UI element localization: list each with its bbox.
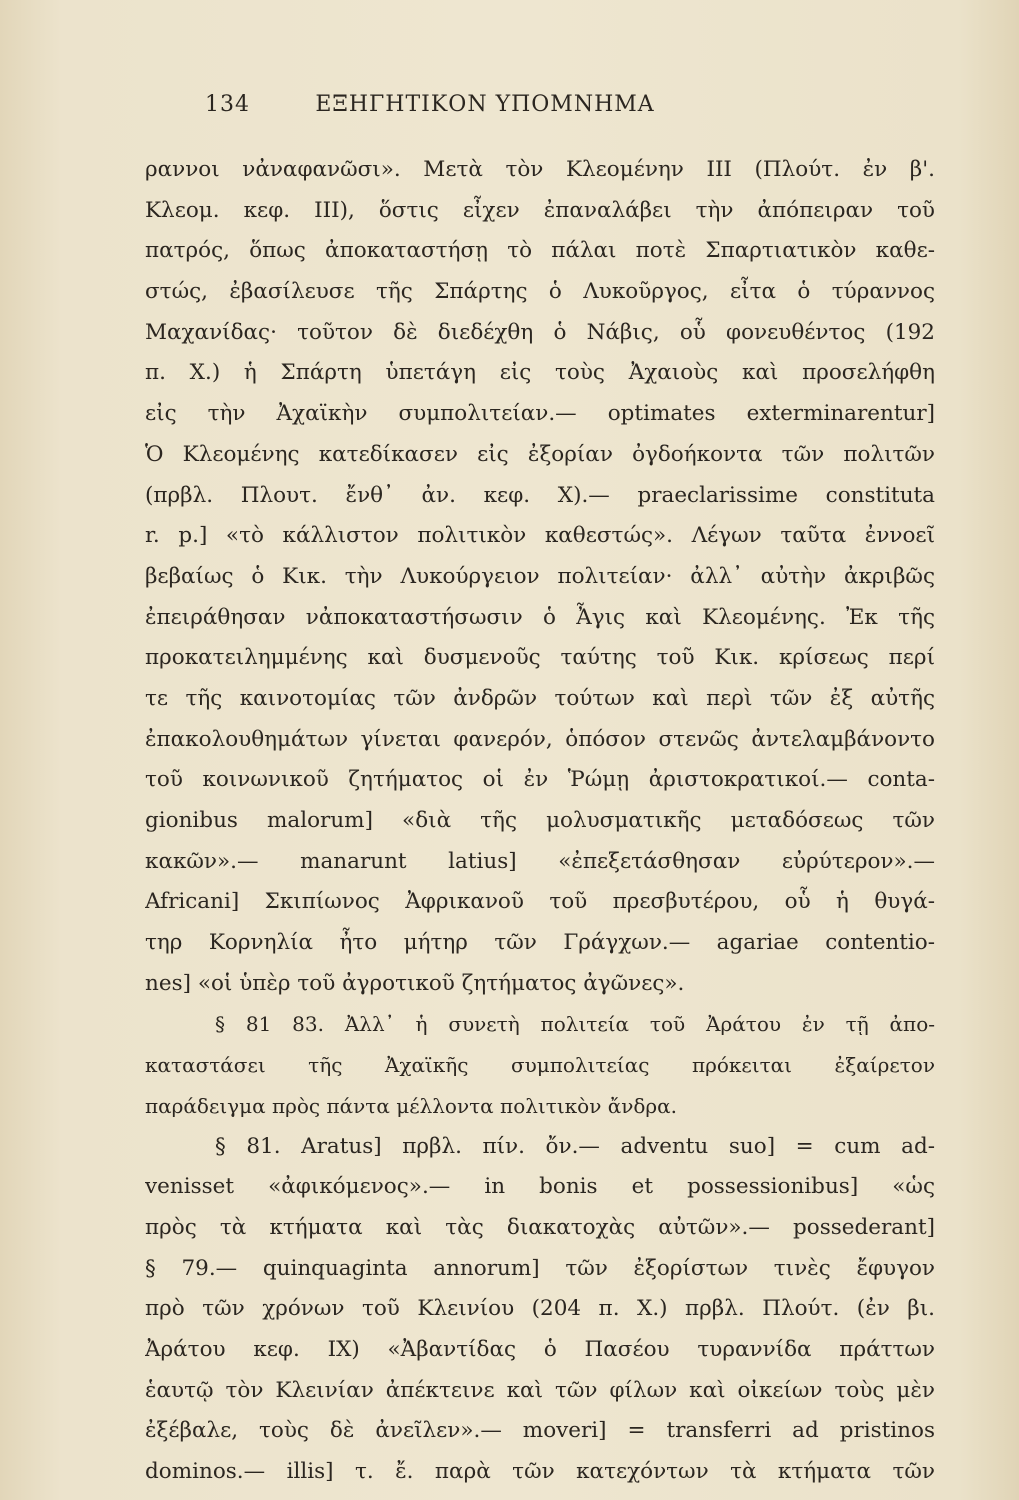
- text-line: στώς, ἐβασίλευσε τῆς Σπάρτης ὁ Λυκοῦργος, εἶτα ὁ τύραννος: [145, 279, 935, 305]
- text-line: τηρ Κορνηλία ἦτο μήτηρ τῶν Γράγχων.— agariae contentio-: [145, 930, 935, 956]
- page-header: [205, 92, 765, 132]
- text-line: gionibus malorum] «διὰ τῆς μολυσματικῆς μεταδόσεως τῶν: [145, 808, 935, 833]
- text-line: κακῶν».— manarunt latius] «ἐπεξετάσθησαν εὐρύτερον».—: [145, 848, 935, 874]
- text-line: venisset «ἀφικόμενος».— in bonis et possessionibus] «ὡς: [145, 1174, 935, 1200]
- text-line: § 81. Aratus] πρβλ. πίν. ὄν.— adventu suo] = cum ad-: [215, 1133, 935, 1159]
- text-line: προκατειλημμένης καὶ δυσμενοῦς ταύτης τοῦ Κικ. κρίσεως περί: [145, 645, 935, 671]
- text-line: πρὸ τῶν χρόνων τοῦ Κλεινίου (204 π. Χ.) πρβλ. Πλούτ. (ἐν βι.: [145, 1296, 935, 1322]
- text-line: § 79.— quinquaginta annorum] τῶν ἐξορίστων τινὲς ἔφυγον: [145, 1255, 935, 1281]
- text-line: § 81 83. Ἀλλ᾽ ἡ συνετὴ πολιτεία τοῦ Ἀράτου ἐν τῇ ἀπο-: [215, 1012, 935, 1037]
- text-line: τοῦ κοινωνικοῦ ζητήματος οἱ ἐν Ῥώμῃ ἀριστοκρατικοί.— conta-: [145, 767, 935, 793]
- text-line: ἐπακολουθημάτων γίνεται φανερόν, ὁπόσον στενῶς ἀντελαμβάνοντο: [145, 726, 935, 752]
- text-line: Africani] Σκιπίωνος Ἀφρικανοῦ τοῦ πρεσβυτέρου, οὗ ἡ θυγά-: [145, 889, 935, 915]
- text-line: ραννοι νἀναφανῶσι». Μετὰ τὸν Κλεομένην ΙΙΙ (Πλούτ. ἐν β'.: [145, 157, 935, 182]
- text-line: (πρβλ. Πλουτ. ἔνθ᾽ ἀν. κεφ. Χ).— praeclarissime constituta: [145, 482, 935, 508]
- text-line: r. p.] «τὸ κάλλιστον πολιτικὸν καθεστώς». Λέγων ταῦτα ἐννοεῖ: [145, 523, 935, 549]
- text-line: πατρός, ὅπως ἀποκαταστήσῃ τὸ πάλαι ποτὲ Σπαρτιατικὸν καθε-: [145, 238, 935, 264]
- text-line: Ὁ Κλεομένης κατεδίκασεν εἰς ἐξορίαν ὀγδοήκοντα τῶν πολιτῶν: [145, 441, 935, 467]
- running-title: ΕΞΗΓΗΤΙΚΟΝ ΥΠΟΜΝΗΜΑ: [315, 92, 655, 117]
- text-line: ἑαυτῷ τὸν Κλεινίαν ἀπέκτεινε καὶ τῶν φίλων καὶ οἰκείων τοὺς μὲν: [145, 1377, 935, 1403]
- text-line: nes] «οἱ ὑπὲρ τοῦ ἀγροτικοῦ ζητήματος ἀγῶνες».: [145, 970, 685, 996]
- commentary-text: [145, 150, 935, 1493]
- text-line: ἐξέβαλε, τοὺς δὲ ἀνεῖλεν».— moveri] = transferri ad pristinos: [145, 1418, 935, 1444]
- text-line: Μαχανίδας· τοῦτον δὲ διεδέχθη ὁ Νάβις, οὗ φονευθέντος (192: [145, 319, 935, 345]
- text-line: ἐπειράθησαν νἀποκαταστήσωσιν ὁ Ἆγις καὶ Κλεομένης. Ἐκ τῆς: [145, 604, 935, 630]
- text-line: Κλεομ. κεφ. ΙΙΙ), ὅστις εἶχεν ἐπαναλάβει τὴν ἀπόπειραν τοῦ: [145, 197, 935, 223]
- text-line: πρὸς τὰ κτήματα καὶ τὰς διακατοχὰς αὐτῶν».— possederant]: [145, 1214, 935, 1240]
- text-line: dominos.— illis] τ. ἔ. παρὰ τῶν κατεχόντων τὰ κτήματα τῶν: [145, 1459, 935, 1484]
- text-line: εἰς τὴν Ἀχαϊκὴν συμπολιτείαν.— optimates exterminarentur]: [145, 401, 935, 427]
- text-line: π. Χ.) ἡ Σπάρτη ὑπετάγη εἰς τοὺς Ἀχαιοὺς καὶ προσελήφθη: [145, 360, 935, 386]
- text-line: καταστάσει τῆς Ἀχαϊκῆς συμπολιτείας πρόκειται ἐξαίρετον: [145, 1053, 935, 1078]
- text-line: βεβαίως ὁ Κικ. τὴν Λυκούργειον πολιτείαν· ἀλλ᾽ αὐτὴν ἀκριβῶς: [145, 563, 935, 589]
- text-line: τε τῆς καινοτομίας τῶν ἀνδρῶν τούτων καὶ περὶ τῶν ἐξ αὐτῆς: [145, 685, 935, 711]
- text-line: παράδειγμα πρὸς πάντα μέλλοντα πολιτικὸν ἄνδρα.: [145, 1093, 678, 1118]
- text-line: Ἀράτου κεφ. ΙΧ) «Ἀβαντίδας ὁ Πασέου τυραννίδα πράττων: [145, 1336, 935, 1362]
- page-number: 134: [205, 92, 250, 117]
